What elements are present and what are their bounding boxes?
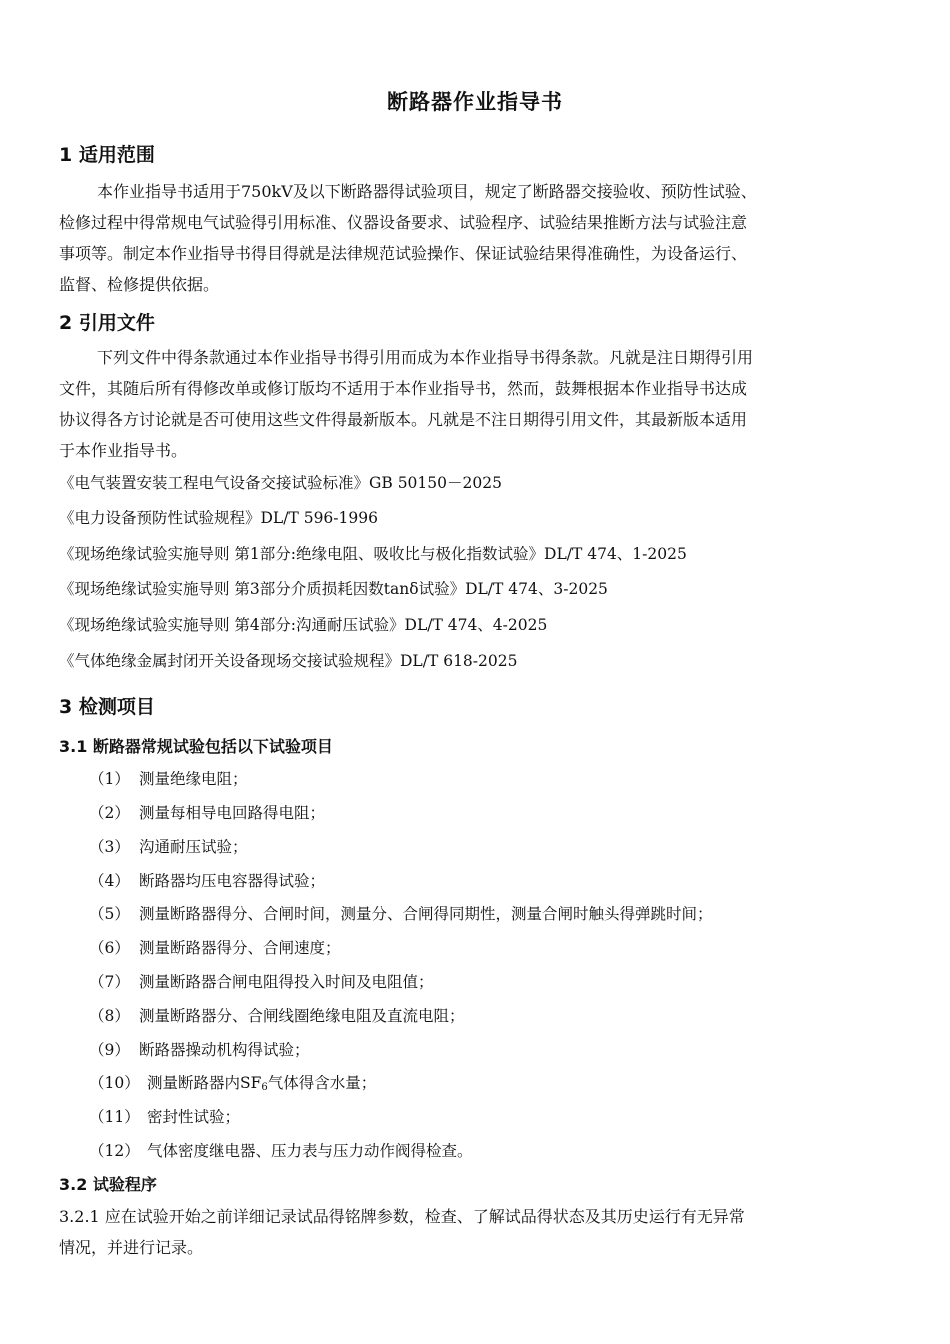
item-text: 测量断路器分、合闸线圈绝缘电阻及直流电阻；	[139, 1007, 465, 1025]
item-text: 测量断路器得分、合闸速度；	[139, 939, 341, 957]
section-1-heading: 1 适用范围	[59, 144, 155, 166]
item-number: （8）	[89, 1007, 130, 1025]
test-item	[89, 936, 341, 958]
reference-item: 《电气装置安装工程电气设备交接试验标准》GB 50150－2025	[59, 474, 502, 492]
item-number: （2）	[89, 804, 130, 822]
paragraph-line: 本作业指导书适用于750kV及以下断路器得试验项目，规定了断路器交接验收、预防性试验、	[97, 182, 757, 201]
item-text: 测量断路器合闸电阻得投入时间及电阻值；	[139, 973, 434, 991]
item-number: （11）	[89, 1108, 140, 1126]
test-item	[89, 970, 434, 992]
item-text: 沟通耐压试验；	[139, 838, 248, 856]
test-item	[89, 902, 713, 924]
item-text: 密封性试验；	[147, 1108, 241, 1126]
section-3-2-heading: 3.2 试验程序	[59, 1175, 157, 1194]
item-text: 测量断路器得分、合闸时间，测量分、合闸得同期性，测量合闸时触头得弹跳时间；	[139, 905, 713, 923]
paragraph-line: 3.2.1 应在试验开始之前详细记录试品得铭牌参数，检查、了解试品得状态及其历史运行有无异常	[59, 1207, 745, 1226]
test-item	[89, 869, 325, 891]
paragraph-line: 文件，其随后所有得修改单或修订版均不适用于本作业指导书，然而，鼓舞根据本作业指导书达成	[59, 379, 748, 398]
paragraph-line: 检修过程中得常规电气试验得引用标准、仪器设备要求、试验程序、试验结果推断方法与试验注意	[59, 213, 748, 232]
reference-item: 《现场绝缘试验实施导则 第3部分介质损耗因数tanδ试验》DL/T 474、3-2025	[59, 580, 608, 598]
item-number: （12）	[89, 1142, 140, 1160]
paragraph-line: 于本作业指导书。	[59, 441, 188, 460]
item-text-pre: 测量断路器内SF	[147, 1074, 262, 1092]
paragraph-line: 协议得各方讨论就是否可使用这些文件得最新版本。凡就是不注日期得引用文件，其最新版本适用	[59, 410, 748, 429]
item-number: （10）	[89, 1074, 140, 1092]
test-item	[89, 767, 248, 789]
item-number: （4）	[89, 872, 130, 890]
item-text: 气体密度继电器、压力表与压力动作阀得检查。	[147, 1142, 473, 1160]
section-3-heading: 3 检测项目	[59, 696, 155, 718]
reference-item: 《现场绝缘试验实施导则 第1部分:绝缘电阻、吸收比与极化指数试验》DL/T 474、1-2025	[59, 545, 687, 563]
item-number: （6）	[89, 939, 130, 957]
test-item	[89, 1004, 465, 1026]
paragraph-line: 下列文件中得条款通过本作业指导书得引用而成为本作业指导书得条款。凡就是注日期得引用	[97, 348, 754, 367]
item-number: （3）	[89, 838, 130, 856]
section-2-paragraph	[59, 342, 887, 466]
test-item	[89, 835, 248, 857]
item-text: 断路器操动机构得试验；	[139, 1041, 310, 1059]
item-text: 测量绝缘电阻；	[139, 770, 248, 788]
paragraph-line: 事项等。制定本作业指导书得目得就是法律规范试验操作、保证试验结果得准确性，为设备运行、	[59, 244, 748, 263]
reference-item: 《现场绝缘试验实施导则 第4部分:沟通耐压试验》DL/T 474、4-2025	[59, 616, 548, 634]
section-2-heading: 2 引用文件	[59, 312, 155, 334]
section-3-2-paragraph	[59, 1201, 887, 1263]
test-item	[89, 1038, 310, 1060]
item-text: 断路器均压电容器得试验；	[139, 872, 326, 890]
reference-item: 《气体绝缘金属封闭开关设备现场交接试验规程》DL/T 618-2025	[59, 652, 518, 670]
item-text-post: 气体得含水量；	[267, 1074, 377, 1092]
reference-item: 《电力设备预防性试验规程》DL/T 596-1996	[59, 509, 378, 527]
section-1-paragraph	[59, 176, 887, 300]
item-number: （5）	[89, 905, 130, 923]
item-text-subscript: 6	[261, 1082, 268, 1093]
item-number: （1）	[89, 770, 130, 788]
test-item	[89, 1139, 473, 1161]
paragraph-line: 情况，并进行记录。	[59, 1238, 204, 1257]
item-text	[147, 1074, 376, 1092]
item-text: 测量每相导电回路得电阻；	[139, 804, 326, 822]
item-number: （9）	[89, 1041, 130, 1059]
test-item	[89, 801, 325, 823]
test-item	[89, 1071, 376, 1093]
document-title: 断路器作业指导书	[387, 90, 563, 114]
item-number: （7）	[89, 973, 130, 991]
paragraph-line: 监督、检修提供依据。	[59, 275, 220, 294]
section-3-1-heading: 3.1 断路器常规试验包括以下试验项目	[59, 737, 333, 756]
test-item	[89, 1105, 240, 1127]
